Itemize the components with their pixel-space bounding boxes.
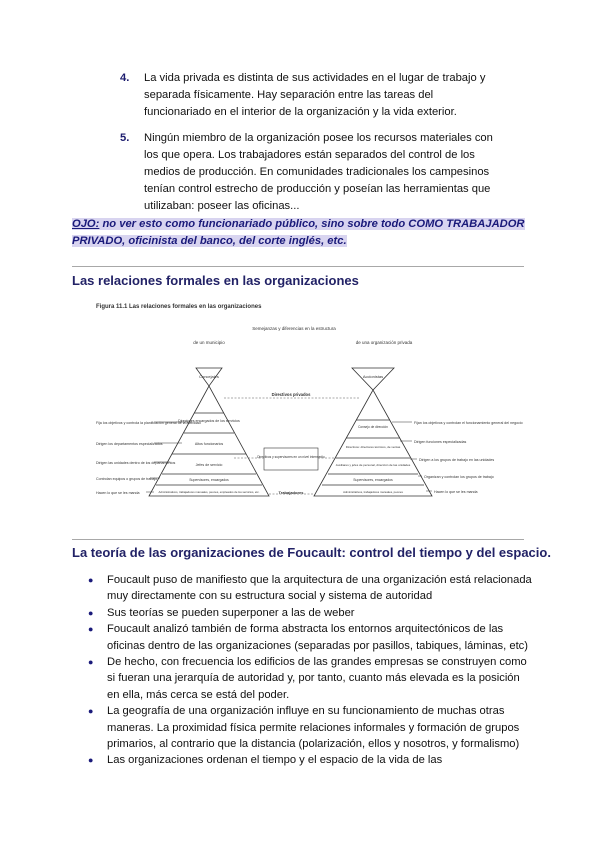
bullet-icon: ● <box>88 624 94 635</box>
bullet-list <box>88 572 533 769</box>
right-apex-triangle <box>352 368 394 390</box>
bullet-item: ● Foucault analizó también de forma abstracta los entornos arquitectónicos de las oficinas dentro de las organizaciones (separadas por pasillos, tabiques, láminas, etc) <box>88 623 529 652</box>
right-arrows <box>392 422 432 491</box>
list-text: Ningún miembro de la organización posee los recursos materiales con los que opera. Los trabajadores están separados del control de los medios de producción. En comunidades tradicionales los campesinos tenían control estrecho de producción y poseían las herramientas que utilizaban: poseer las oficinas... <box>144 132 493 212</box>
right-apex-label: Accionistas <box>362 374 384 379</box>
right-level-label: Consejo de dirección <box>358 425 388 429</box>
list-number: 5. <box>120 132 130 144</box>
bullet-icon: ● <box>88 755 94 766</box>
divider <box>72 266 524 267</box>
right-pyramid <box>314 368 432 496</box>
divider <box>72 539 524 540</box>
ojo-text: no ver esto como funcionariado público, sino sobre todo COMO TRABAJADOR PRIVADO, oficinista del banco, del corte inglés, etc. <box>72 218 525 247</box>
left-note: Hacen lo que se les manda <box>96 491 140 495</box>
right-level-label: Directivos: directores técnicos, de ventas <box>345 445 401 449</box>
right-notes <box>414 421 523 494</box>
figure-caption: Figura 11.1 Las relaciones formales en las organizaciones <box>96 304 262 310</box>
right-note: Organizan y controlan los grupos de trabajo <box>424 475 494 479</box>
list-text: La vida privada es distinta de sus actividades en el lugar de trabajo y separada físicamente. Hay separación entre las tareas del funcionariado en el interior de la organización y la vida exterior. <box>144 72 486 118</box>
organization-pyramid-figure <box>94 298 523 518</box>
left-note: Fija los objetivos y controla la planificación general de la actividad <box>96 421 201 425</box>
figure-subtitle: Semejanzas y diferencias en la estructura <box>252 326 336 331</box>
bullet-icon: ● <box>88 575 94 585</box>
bullet-item: ● Las organizaciones ordenan el tiempo y el espacio de la vida de las <box>88 752 533 768</box>
list-item-5 <box>122 130 502 215</box>
right-note: Hacen lo que se les manda <box>434 490 478 494</box>
right-level-label: Auxiliares y jefes de personal, dirección de las unidades <box>335 463 411 467</box>
left-title: de un municipio <box>193 340 225 345</box>
center-mid-box <box>264 448 318 470</box>
center-label: Directivos privados <box>271 392 311 397</box>
bullet-item: ● Foucault puso de manifiesto que la arquitectura de una organización está relacionada muy directamente con su estructura social y sistema de autoridad <box>88 574 532 603</box>
bullet-item: ● Sus teorías se pueden superponer a las de weber <box>88 605 533 621</box>
left-note: Dirigen las unidades dentro de los departamentos <box>96 461 176 465</box>
left-level-label: Directores encargados de los servicios <box>178 419 240 423</box>
bullet-icon: ● <box>88 607 94 618</box>
right-note: Dirigen funciones especializadas <box>414 440 467 444</box>
left-level-label: Administrativos, trabajadores manuales, peones, empleados de los servicios, etc. <box>158 490 260 494</box>
left-arrows <box>146 422 192 492</box>
bullet-item: ● La geografía de una organización influye en su funcionamiento de muchas otras maneras. La proximidad física permite relaciones informales y formación de grupos primarios, al contrario que la distancia (polarización, ellos y nosotros, y formalismo) <box>88 705 520 751</box>
center-bottom-label: Trabajadores <box>278 490 304 495</box>
bullet-icon: ● <box>88 657 94 668</box>
bullet-icon: ● <box>88 706 94 717</box>
ojo-note <box>72 216 527 250</box>
left-pyramid <box>149 368 269 496</box>
right-title: de una organización privada <box>355 340 413 345</box>
left-level-label: Altos funcionarios <box>194 442 224 446</box>
right-level-label: Administrativos, trabajadores manuales, peones <box>343 490 403 494</box>
left-notes <box>96 421 201 495</box>
list-number: 4. <box>120 72 130 84</box>
right-note: Fijan los objetivos y controlan el funcionamiento general del negocio <box>414 421 523 425</box>
ojo-label: OJO: <box>72 218 100 230</box>
section-heading-relaciones: Las relaciones formales en las organizaciones <box>72 273 359 288</box>
left-level-label: Supervisores, encargados <box>189 478 229 482</box>
connector-lines <box>224 398 359 494</box>
left-apex-label: Concejales <box>199 374 219 379</box>
left-note: Controlan equipos o grupos de trabajo <box>96 477 158 481</box>
right-note: Dirigen a los grupos de trabajo en las unidades <box>419 458 495 462</box>
section-heading-foucault: La teoría de las organizaciones de Foucault: control del tiempo y del espacio. <box>72 545 551 560</box>
left-level-label: Jefes de servicio <box>195 463 223 467</box>
right-level-label: Supervisores, encargados <box>353 478 393 482</box>
bullet-item: ● De hecho, con frecuencia los edificios de las grandes empresas se construyen como si fueran una jerarquía de autoridad y, por tanto, cuanto más elevada es la posición en ella, más cerca se está del poder. <box>88 656 527 701</box>
center-mid-label: Directivos y supervisores en un nivel intermedio <box>257 455 325 459</box>
left-note: Dirigen los departamentos especializados <box>96 442 163 446</box>
list-item-4 <box>122 70 502 121</box>
